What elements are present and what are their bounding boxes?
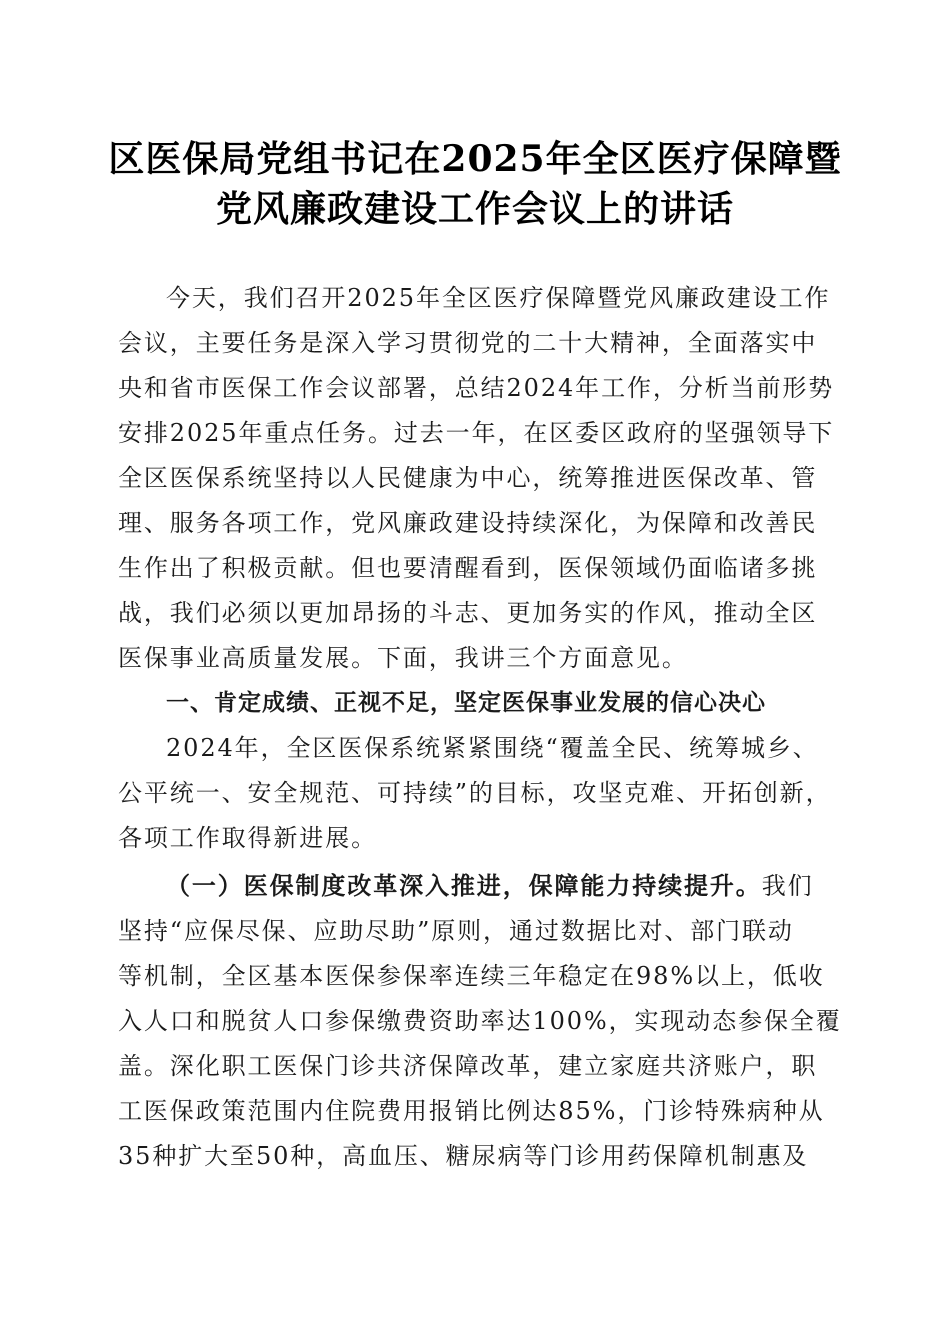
intro-line: 理、服务各项工作，党风廉政建设持续深化，为保障和改善民 xyxy=(118,509,818,537)
intro-paragraph xyxy=(118,276,838,681)
intro-line: 生作出了积极贡献。但也要清醒看到，医保领域仍面临诸多挑 xyxy=(118,554,818,582)
intro-line: 会议，主要任务是深入学习贯彻党的二十大精神，全面落实中 xyxy=(118,329,818,357)
subsection-1-line: 等机制，全区基本医保参保率连续三年稳定在98%以上，低收 xyxy=(118,962,825,990)
intro-line: 今天，我们召开2025年全区医疗保障暨党风廉政建设工作 xyxy=(166,284,831,312)
intro-line: 安排2025年重点任务。过去一年，在区委区政府的坚强领导下 xyxy=(118,419,835,447)
subsection-1-first-line xyxy=(118,863,838,909)
intro-line: 全区医保系统坚持以人民健康为中心，统筹推进医保改革、管 xyxy=(118,464,818,492)
intro-line: 战，我们必须以更加昂扬的斗志、更加务实的作风，推动全区 xyxy=(118,599,818,627)
title-line-2: 党风廉政建设工作会议上的讲话 xyxy=(215,188,734,230)
subsection-heading-1: （一）医保制度改革深入推进，保障能力持续提升。 xyxy=(166,871,762,900)
subsection-1-line: 35种扩大至50种，高血压、糖尿病等门诊用药保障机制惠及 xyxy=(118,1142,809,1170)
subsection-1-line: 工医保政策范围内住院费用报销比例达85%，门诊特殊病种从 xyxy=(118,1097,825,1125)
section-1-line: 公平统一、安全规范、可持续”的目标，攻坚克难、开拓创新， xyxy=(118,779,832,807)
title-line-1: 区医保局党组书记在2025年全区医疗保障暨 xyxy=(108,138,842,180)
document-title xyxy=(0,134,950,234)
section-1-line: 2024年，全区医保系统紧紧围绕“覆盖全民、统筹城乡、 xyxy=(166,734,819,762)
subsection-1-line: 坚持“应保尽保、应助尽助”原则，通过数据比对、部门联动 xyxy=(118,917,794,945)
section-1-line: 各项工作取得新进展。 xyxy=(118,824,377,852)
section-1-paragraph xyxy=(118,726,838,861)
document-body xyxy=(118,276,842,1179)
subsection-1-first-line-rest: 我们 xyxy=(761,872,814,900)
subsection-1-line: 盖。深化职工医保门诊共济保障改革，建立家庭共济账户，职 xyxy=(118,1052,818,1080)
subsection-1-line: 入人口和脱贫人口参保缴费资助率达100%，实现动态参保全覆 xyxy=(118,1007,842,1035)
section-heading-1: 一、肯定成绩、正视不足，坚定医保事业发展的信心决心 xyxy=(166,690,766,716)
intro-line: 医保事业高质量发展。下面，我讲三个方面意见。 xyxy=(118,644,688,672)
intro-line: 央和省市医保工作会议部署，总结2024年工作，分析当前形势 xyxy=(118,374,835,402)
subsection-1-paragraph xyxy=(118,863,842,1179)
